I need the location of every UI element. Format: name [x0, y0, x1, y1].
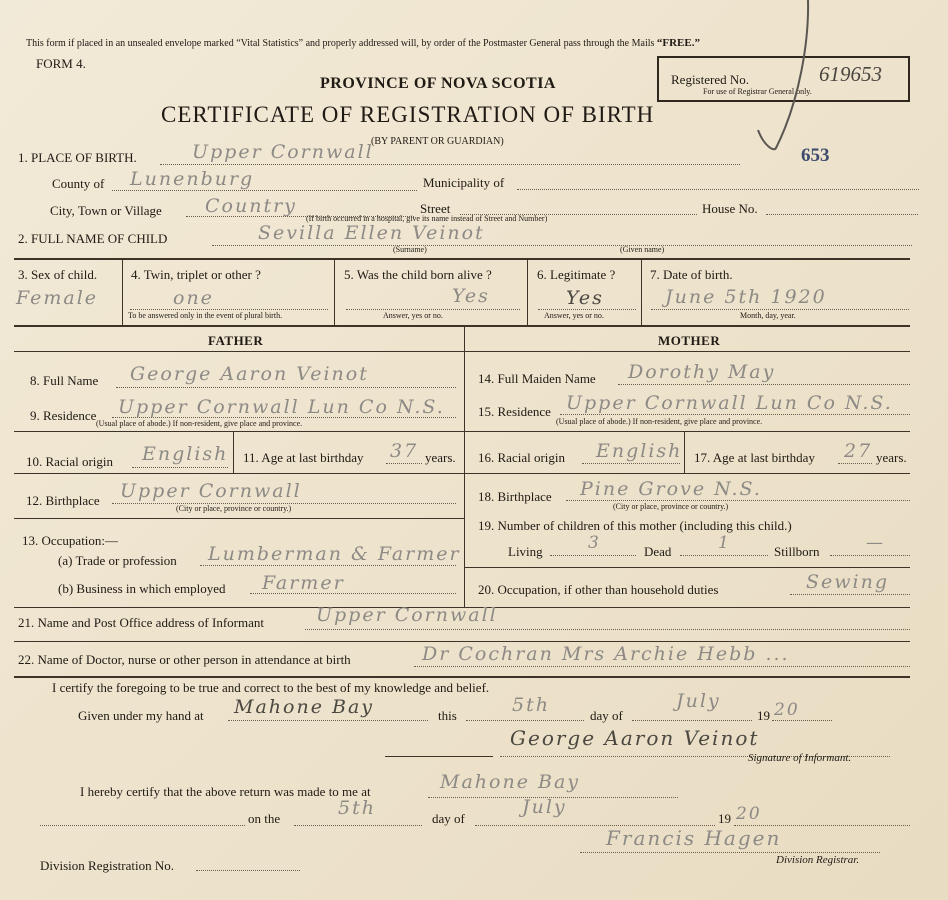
father-years: years.	[425, 450, 456, 465]
mother-birthplace-value: Pine Grove N.S.	[580, 478, 762, 500]
father-name-line	[116, 387, 456, 388]
mother-racial-value: English	[596, 440, 683, 462]
father-trade-line	[200, 565, 456, 566]
full-name-label: 2. FULL NAME OF CHILD	[18, 231, 168, 246]
divider-3-4	[122, 259, 123, 325]
legit-note: Answer, yes or no.	[544, 311, 604, 320]
mother-residence-note: (Usual place of abode.) If non-resident, give place and province.	[556, 417, 763, 426]
father-name-value: George Aaron Veinot	[130, 363, 369, 385]
informant-value: Upper Cornwall	[316, 604, 498, 626]
division-registration-label: Division Registration No.	[40, 858, 174, 873]
father-racial-value: English	[142, 443, 229, 465]
stillborn-label: Stillborn	[774, 544, 820, 559]
mother-age-value: 27	[844, 440, 873, 462]
place-of-birth-line	[160, 164, 740, 165]
given-name-note: (Given name)	[620, 245, 665, 254]
mother-residence-label: 15. Residence	[478, 404, 551, 419]
living-line	[550, 555, 636, 556]
registrar-signature-line	[580, 852, 880, 853]
return-day-of-label: day of	[432, 811, 465, 826]
legit-value: Yes	[566, 287, 604, 309]
father-heading: FATHER	[208, 333, 264, 348]
day-of-label: day of	[590, 708, 623, 723]
municipality-line	[517, 189, 919, 190]
divider-5-6	[527, 259, 528, 325]
city-label: City, Town or Village	[50, 203, 162, 218]
father-racial-line	[132, 467, 228, 468]
form-number: FORM 4.	[36, 56, 86, 71]
living-label: Living	[508, 544, 543, 559]
rule-top-parents	[14, 325, 910, 327]
rule-above-certification	[14, 676, 910, 678]
certificate-subtitle: (BY PARENT OR GUARDIAN)	[371, 136, 504, 147]
mother-name-value: Dorothy May	[628, 361, 776, 383]
mother-residence-line	[560, 414, 910, 415]
return-month: July	[522, 796, 567, 818]
informant-signature-line	[385, 756, 493, 757]
given-place: Mahone Bay	[234, 696, 375, 718]
twin-value: one	[173, 287, 214, 309]
informant-line	[305, 629, 910, 630]
divider-4-5	[334, 259, 335, 325]
local-number: 653	[801, 145, 830, 166]
certificate-title: CERTIFICATE OF REGISTRATION OF BIRTH	[161, 102, 655, 127]
father-business-label: (b) Business in which employed	[58, 581, 226, 596]
father-occupation-label: 13. Occupation:—	[22, 533, 119, 548]
father-age-value: 37	[390, 440, 419, 462]
informant-label: 21. Name and Post Office address of Informant	[18, 615, 264, 630]
division-registration-line	[196, 870, 300, 871]
father-rule-2	[14, 473, 464, 474]
return-text: I hereby certify that the above return was made to me at	[80, 784, 371, 799]
registered-value: 619653	[819, 62, 882, 86]
father-birthplace-note: (City or place, province or country.)	[176, 504, 292, 513]
father-birthplace-value: Upper Cornwall	[120, 480, 302, 502]
mother-rule-2	[465, 473, 910, 474]
mother-occupation-line	[790, 594, 910, 595]
twin-line	[130, 309, 328, 310]
father-racial-label: 10. Racial origin	[26, 454, 114, 469]
registered-note: For use of Registrar General only.	[703, 87, 812, 96]
legit-label: 6. Legitimate ?	[537, 267, 616, 282]
father-trade-value: Lumberman & Farmer	[208, 543, 461, 565]
father-age-label: 11. Age at last birthday	[243, 450, 364, 465]
province-heading: PROVINCE OF NOVA SCOTIA	[320, 75, 556, 92]
doctor-value: Dr Cochran Mrs Archie Hebb ...	[422, 643, 790, 665]
dob-line	[651, 309, 909, 310]
divider-6-7	[641, 259, 642, 325]
rule-top-row3	[14, 258, 910, 260]
father-residence-label: 9. Residence	[30, 408, 97, 423]
alive-line	[346, 309, 520, 310]
father-business-line	[250, 593, 456, 594]
stillborn-value: —	[866, 533, 885, 553]
mother-children-label: 19. Number of children of this mother (including this child.)	[478, 518, 792, 533]
on-the-label: on the	[248, 811, 281, 826]
rule-under-headings	[14, 351, 910, 352]
alive-note: Answer, yes or no.	[383, 311, 443, 320]
signature-of-informant-label: Signature of Informant.	[748, 752, 852, 764]
given-place-line	[228, 720, 428, 721]
county-label: County of	[52, 176, 105, 191]
alive-value: Yes	[452, 285, 490, 307]
hospital-note: (If birth occurred in a hospital, give its name instead of Street and Number)	[306, 214, 548, 223]
full-name-line	[212, 245, 912, 246]
parents-center-divider	[464, 327, 465, 607]
full-name-value: Sevilla Ellen Veinot	[258, 222, 485, 244]
father-rule-1	[14, 431, 464, 432]
stillborn-line	[830, 555, 910, 556]
mother-occupation-value: Sewing	[806, 571, 889, 593]
mother-rule-1	[465, 431, 910, 432]
informant-signature: George Aaron Veinot	[510, 726, 760, 750]
mother-rule-3	[465, 567, 910, 568]
place-of-birth-label: 1. PLACE OF BIRTH.	[18, 150, 137, 165]
city-value: Country	[205, 195, 297, 217]
father-birthplace-label: 12. Birthplace	[26, 493, 100, 508]
this-label: this	[438, 708, 457, 723]
mother-name-label: 14. Full Maiden Name	[478, 371, 596, 386]
living-value: 3	[588, 533, 601, 553]
mother-birthplace-label: 18. Birthplace	[478, 489, 552, 504]
county-line	[112, 190, 417, 191]
father-rule-3	[14, 518, 464, 519]
county-value: Lunenburg	[130, 168, 255, 190]
given-day-line	[466, 720, 584, 721]
twin-note: To be answered only in the event of plural birth.	[128, 311, 283, 320]
notice-free: “FREE.”	[656, 37, 700, 49]
given-month-line	[632, 720, 752, 721]
mother-heading: MOTHER	[658, 333, 721, 348]
mother-occupation-label: 20. Occupation, if other than household duties	[478, 582, 719, 597]
registrar-signature: Francis Hagen	[606, 826, 782, 850]
dead-line	[680, 555, 768, 556]
father-residence-note: (Usual place of abode.) If non-resident, give place and province.	[96, 419, 303, 428]
father-residence-line	[112, 417, 456, 418]
mother-racial-divider	[684, 432, 685, 473]
father-business-value: Farmer	[262, 572, 345, 594]
mother-racial-line	[582, 463, 680, 464]
return-place: Mahone Bay	[440, 771, 581, 793]
father-trade-label: (a) Trade or profession	[58, 553, 177, 568]
dob-value: June 5th 1920	[665, 286, 827, 308]
given-under-label: Given under my hand at	[78, 708, 204, 723]
sex-value: Female	[16, 287, 99, 309]
return-day: 5th	[338, 797, 376, 819]
mother-age-line	[838, 463, 872, 464]
on-the-leading-line	[40, 825, 245, 826]
mother-years: years.	[876, 450, 907, 465]
father-age-line	[386, 463, 422, 464]
father-name-label: 8. Full Name	[30, 373, 99, 388]
return-day-line	[294, 825, 422, 826]
sex-label: 3. Sex of child.	[18, 267, 98, 282]
given-day: 5th	[512, 694, 550, 716]
given-month: July	[676, 690, 721, 712]
doctor-label: 22. Name of Doctor, nurse or other person in attendance at birth	[18, 652, 351, 667]
postal-notice	[26, 37, 700, 49]
notice-text: This form if placed in an unsealed envelope marked “Vital Statistics” and properly addressed will, by order of the Postmaster General pass through the Mails	[26, 38, 655, 49]
dead-label: Dead	[644, 544, 672, 559]
municipality-label: Municipality of	[423, 175, 505, 190]
dob-label: 7. Date of birth.	[650, 267, 733, 282]
given-year: 20	[774, 700, 800, 720]
return-year: 20	[736, 804, 762, 824]
father-residence-value: Upper Cornwall Lun Co N.S.	[118, 396, 445, 418]
father-racial-divider	[233, 432, 234, 473]
dob-note: Month, day, year.	[740, 311, 796, 320]
mother-age-label: 17. Age at last birthday	[694, 450, 815, 465]
rule-above-doctor	[14, 641, 910, 642]
year-prefix: 19	[757, 708, 770, 723]
surname-note: (Surname)	[393, 245, 427, 254]
dead-value: 1	[718, 533, 731, 553]
street-label: Street	[420, 201, 451, 216]
certify-text: I certify the foregoing to be true and correct to the best of my knowledge and belief.	[52, 680, 490, 695]
mother-birthplace-note: (City or place, province or country.)	[613, 502, 729, 511]
place-of-birth-value: Upper Cornwall	[192, 141, 374, 163]
mother-racial-label: 16. Racial origin	[478, 450, 566, 465]
division-registrar-label: Division Registrar.	[776, 854, 860, 866]
given-year-line	[772, 720, 832, 721]
mother-birthplace-line	[566, 500, 910, 501]
house-line	[766, 214, 918, 215]
twin-label: 4. Twin, triplet or other ?	[131, 267, 261, 282]
legit-line	[538, 309, 636, 310]
registered-label: Registered No.	[671, 72, 749, 87]
doctor-line	[414, 666, 910, 667]
mother-residence-value: Upper Cornwall Lun Co N.S.	[566, 392, 893, 414]
house-label: House No.	[702, 201, 758, 216]
return-year-prefix: 19	[718, 811, 731, 826]
alive-label: 5. Was the child born alive ?	[344, 267, 492, 282]
mother-name-line	[618, 384, 910, 385]
pencil-check-mark	[752, 0, 816, 160]
